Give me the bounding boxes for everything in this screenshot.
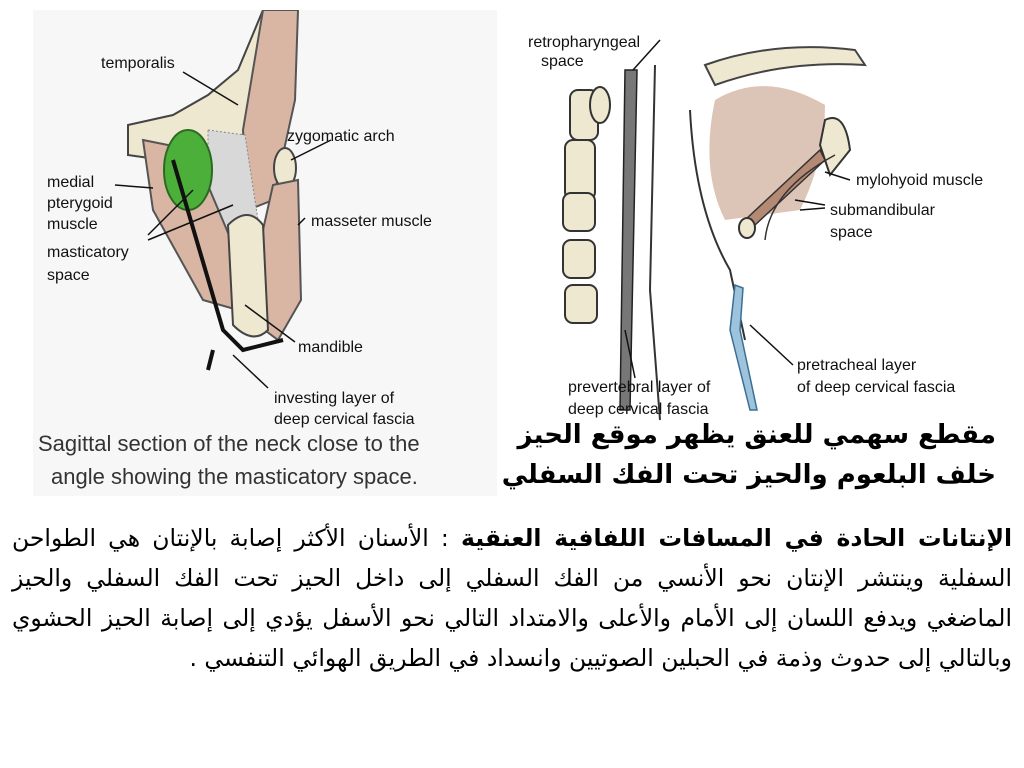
pretracheal-fascia — [730, 285, 757, 410]
retropharyngeal-stripe — [620, 70, 637, 410]
pterygoid-venous-plexus — [164, 130, 212, 210]
label-investing-line2: deep cervical fascia — [274, 411, 415, 428]
label-pretracheal-line2: of deep cervical fascia — [797, 379, 956, 396]
retropharyngeal-space-figure — [525, 10, 1000, 430]
label-retropharyngeal-line2: space — [541, 53, 584, 70]
vertebra-c5 — [563, 240, 595, 278]
body-heading: الإنتانات الحادة في المسافات اللفافية العنقية — [460, 524, 1012, 552]
label-prevertebral-line2: deep cervical fascia — [568, 401, 709, 418]
sagittal-neck-illustration — [525, 10, 1000, 430]
label-medial-line1: medial — [47, 174, 95, 191]
label-retropharyngeal-line1: retropharyngeal — [528, 34, 641, 51]
body-text: : الأسنان الأكثر إصابة بالإنتان هي الطواحن السفلية وينتشر الإنتان نحو الأنسي من الفك السفلي إلى داخل الحيز تحت الفك السفلي والحيز الماضغي ويدفع اللسان إلى الأمام والأعلى والامتداد التالي نحو الأسفل يؤدي إلى إصابة الحيز الحشوي وبالتالي إلى حدوث وذمة في الحبلين الصوتيين وانسداد في الطريق الهوائي التنفسي . — [12, 524, 1012, 672]
label-medial-line2: pterygoid — [47, 195, 113, 212]
hyoid-bone — [739, 218, 755, 238]
label-masseter: masseter muscle — [311, 213, 432, 230]
label-prevertebral-line1: prevertebral layer of — [568, 379, 711, 396]
left-caption-line1: Sagittal section of the neck close to the — [38, 431, 420, 456]
masticatory-space-figure — [33, 10, 497, 496]
masticatory-space-illustration — [33, 10, 497, 496]
left-caption-line2: angle showing the masticatory space. — [51, 464, 418, 489]
label-masticatory-line1: masticatory — [47, 244, 129, 261]
label-investing-line1: investing layer of — [274, 390, 395, 407]
right-caption-arabic-line2: خلف البلعوم والحيز تحت الفك السفلي — [501, 460, 996, 490]
label-mylohyoid: mylohyoid muscle — [856, 172, 984, 189]
vertebra-c6 — [565, 285, 597, 323]
mandible-bone-right — [820, 118, 850, 175]
body-paragraph — [12, 518, 1012, 678]
palate-bone — [705, 47, 865, 85]
right-caption-arabic-line1: مقطع سهمي للعنق يظهر موقع الحيز — [517, 420, 996, 450]
label-zygomatic-arch: zygomatic arch — [287, 128, 395, 145]
label-temporalis: temporalis — [101, 55, 175, 72]
label-mandible: mandible — [298, 339, 363, 356]
vertebra-c4 — [563, 193, 595, 231]
atlas-arch — [590, 87, 610, 123]
label-pretracheal-line1: pretracheal layer — [797, 357, 917, 374]
label-submandibular-line2: space — [830, 224, 873, 241]
label-submandibular-line1: submandibular — [830, 202, 935, 219]
label-masticatory-line2: space — [47, 267, 90, 284]
vertebra-c3 — [565, 140, 595, 200]
label-medial-line3: muscle — [47, 216, 98, 233]
cervical-vertebrae — [563, 87, 610, 323]
